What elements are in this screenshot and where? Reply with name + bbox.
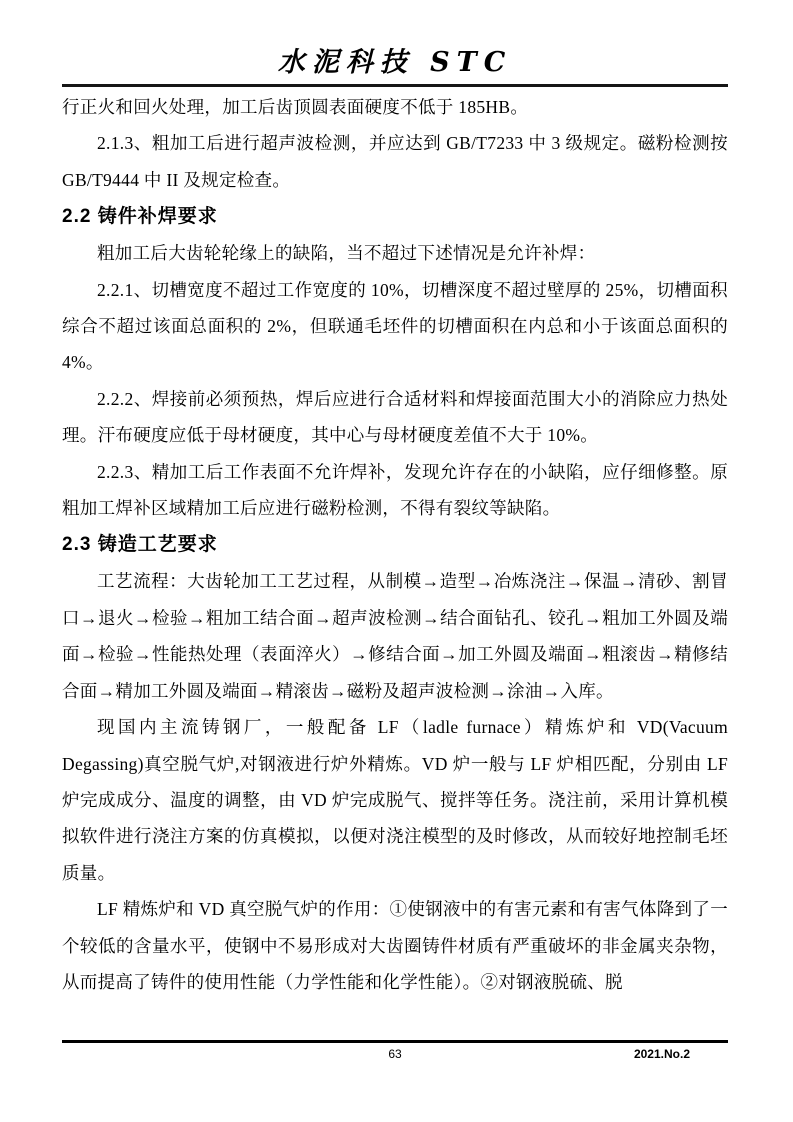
journal-title: 水泥科技 STC — [277, 47, 513, 78]
paragraph-2-2-2: 2.2.2、焊接前必须预热，焊后应进行合适材料和焊接面范围大小的消除应力热处理。汗布硬度应低于母材硬度，其中心与母材硬度差值不大于 10%。 — [62, 388, 728, 446]
paragraph-process-flow: 工艺流程：大齿轮加工工艺过程，从制模→造型→冶炼浇注→保温→清砂、割冒口→退火→检验→粗加工结合面→超声波检测→结合面钻孔、铰孔→粗加工外圆及端面→检验→性能热处理（表面淬火）→修结合面→加工外圆及端面→粗滚齿→精修结合面→精加工外圆及端面→精滚齿→磁粉及超声波检测→涂油→入库。 — [62, 571, 728, 701]
paragraph-2-1-3: 2.1.3、粗加工后进行超声波检测，并应达到 GB/T7233 中 3 级规定。磁粉检测按 GB/T9444 中 II 及规定检查。 — [62, 133, 728, 190]
footer-row — [62, 1043, 728, 1061]
paragraph-continuation: 行正火和回火处理，加工后齿顶圆表面硬度不低于 185HB。 — [62, 97, 529, 117]
page-header — [62, 40, 728, 87]
section-heading-2-2: 2.2 铸件补焊要求 — [62, 206, 218, 228]
page-number: 63 — [388, 1047, 402, 1061]
paragraph-weld-intro: 粗加工后大齿轮轮缘上的缺陷，当不超过下述情况是允许补焊： — [97, 243, 596, 264]
paragraph-2-2-3: 2.2.3、精加工后工作表面不允许焊补，发现允许存在的小缺陷，应仔细修整。原粗加工焊补区域精加工后应进行磁粉检测，不得有裂纹等缺陷。 — [62, 461, 728, 519]
paragraph-2-2-1: 2.2.1、切槽宽度不超过工作宽度的 10%，切槽深度不超过壁厚的 25%，切槽面积综合不超过该面总面积的 2%，但联通毛坯件的切槽面积在内总和小于该面总面积的 4%。 — [62, 279, 728, 373]
issue-label: 2021.No.2 — [633, 1047, 690, 1061]
paragraph-lf-vd-furnace: 现国内主流铸钢厂，一般配备 LF（ladle furnace）精炼炉和 VD(Vacuum Degassing)真空脱气炉,对钢液进行炉外精炼。VD 炉一般与 LF 炉相匹配，分别由 LF 炉完成成分、温度的调整，由 VD 炉完成脱气、搅拌等任务。浇注前，采用计算机模拟软件进行浇注方案的仿真模拟，以便对浇注模型的及时修改，从而较好地控制毛坯质量。 — [62, 717, 728, 883]
document-body — [62, 89, 728, 1000]
section-heading-2-3: 2.3 铸造工艺要求 — [62, 534, 218, 556]
paragraph-lf-vd-function: LF 精炼炉和 VD 真空脱气炉的作用：①使钢液中的有害元素和有害气体降到了一个较低的含量水平，使钢中不易形成对大齿圈铸件材质有严重破坏的非金属夹杂物，从而提高了铸件的使用性能（力学性能和化学性能）。②对钢液脱硫、脱 — [62, 899, 728, 992]
page-footer — [62, 1040, 728, 1061]
